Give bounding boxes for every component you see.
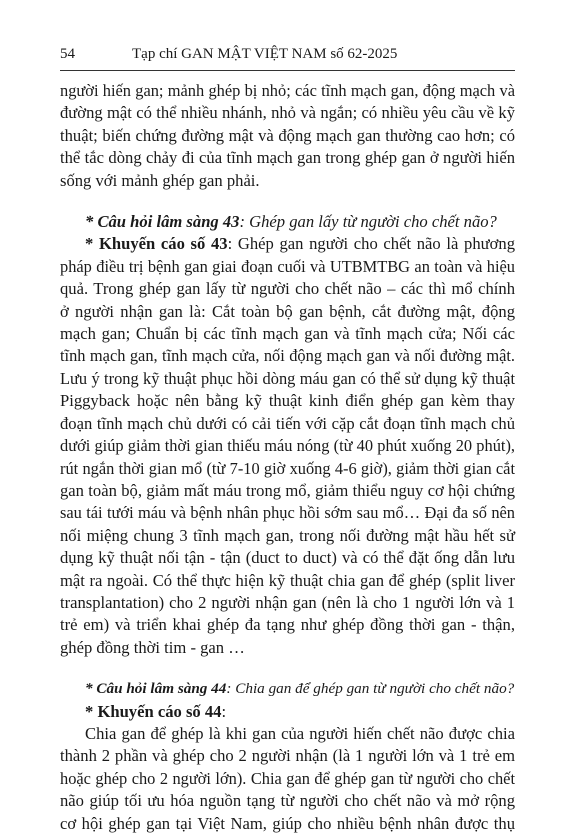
text-line: thể tắc dòng chảy đi của tĩnh mạch gan trong ghép gan ở người hiến: [60, 148, 515, 168]
text-line: sống với mảnh ghép gan phải.: [60, 170, 260, 190]
question-text: : Chia gan để ghép gan từ người cho chết não?: [226, 680, 515, 698]
journal-title: Tạp chí GAN MẬT VIỆT NAM số 62-2025: [132, 46, 398, 62]
recommendation-label: * Khuyến cáo số 43: [85, 234, 228, 254]
text-line: nối miệng chung 3 tĩnh mạch gan, trong nối đường mật hầu hết sử: [60, 525, 515, 545]
text-line: Piggyback hoặc nên bằng kỹ thuật kinh điển ghép gan kèm thay: [60, 391, 515, 411]
text-line: hoặc ghép cho 2 người lớn). Chia gan để ghép gan từ người cho chết: [60, 768, 515, 788]
text-line: não giúp tối ưu hóa nguồn tạng từ người cho chết não và mở rộng: [60, 791, 515, 811]
text-line: sau tái tưới máu và bệnh nhân phục hồi sớm sau mổ… Đại đa số nên: [60, 503, 515, 523]
text-line: dụng kỹ thuật nối tận - tận (duct to duct) và có thể đặt ống dẫn lưu: [60, 548, 515, 568]
text-line: pháp điều trị bệnh gan giai đoạn cuối và UTBMTBG an toàn và hiệu: [60, 256, 515, 276]
recommendation-colon: :: [221, 701, 227, 721]
recommendation-label: * Khuyến cáo số 44: [85, 701, 222, 721]
question-label: * Câu hỏi lâm sàng 44: [85, 680, 227, 698]
page-number: 54: [60, 46, 75, 62]
running-header: [60, 44, 515, 64]
text-line: transplantation) cho 2 người nhận gan (nên là cho 1 người lớn và 1: [60, 592, 515, 612]
section-gap: [60, 659, 515, 678]
recommendation-first-line: : Ghép gan người cho chết não là phương: [227, 234, 515, 254]
text-line: ghép đồng thời tim - gan …: [60, 637, 245, 657]
recommendation-43: [60, 233, 515, 659]
text-line: cơ hội ghép gan tại Việt Nam, giúp cho nhiều bệnh nhân được thụ: [60, 813, 515, 833]
text-line: Chia gan để ghép là khi gan của người hiến chết não được chia: [85, 723, 515, 743]
text-line: Lưu ý trong kỹ thuật phục hồi dòng máu gan có thể sử dụng kỹ thuật: [60, 368, 515, 388]
text-line: rút ngắn thời gian mổ (từ 7-10 giờ xuống 4-6 giờ), giảm thời gian cắt: [60, 458, 515, 478]
text-line: thuật; biến chứng đường mật và động mạch gan thường cao hơn; có: [60, 125, 515, 145]
header-rule: [60, 70, 515, 71]
question-label: * Câu hỏi lâm sàng 43: [85, 212, 240, 232]
question-text: : Ghép gan lấy từ người cho chết não?: [239, 212, 497, 232]
recommendation-44: [60, 723, 515, 835]
section-gap: [60, 192, 515, 211]
text-line: mật ra ngoài. Có thể thực hiện kỹ thuật chia gan để ghép (split liver: [60, 570, 515, 590]
clinical-question-44: [60, 678, 515, 700]
text-line: mạch gan; Chuẩn bị các tĩnh mạch gan và tĩnh mạch cửa; Nối các: [60, 324, 515, 344]
text-line: gan toàn bộ, giảm mất máu trong mổ, giảm thiểu nguy cơ hội chứng: [60, 480, 515, 500]
text-line: dưới giúp giảm thời gian thiếu máu nóng (từ 40 phút xuống 20 phút),: [60, 436, 515, 456]
text-line: quả. Trong ghép gan lấy từ người cho chết não – các thì mổ chính: [60, 279, 515, 299]
recommendation-44-heading: [60, 701, 515, 723]
text-line: thành 2 phần và ghép cho 2 người nhận (là 1 người lớn và 1 trẻ em: [60, 746, 515, 766]
text-line: người hiến gan; mảnh ghép bị nhỏ; các tĩnh mạch gan, động mạch và: [60, 81, 515, 100]
text-line: trẻ em) và triển khai ghép đa tạng như ghép đồng thời gan - thận,: [60, 615, 515, 635]
text-line: đoạn tĩnh mạch chủ dưới có cải tiến với cặp cắt đoạn tĩnh mạch chủ: [60, 413, 515, 433]
text-line: ở người nhận gan là: Cắt toàn bộ gan bệnh, cắt đường mật, động: [60, 301, 515, 321]
clinical-question-43: [60, 211, 515, 233]
text-line: [60, 233, 515, 255]
article-body: [60, 80, 515, 835]
text-line: đường mật có thể nhiều nhánh, nhỏ và ngắn; có nhiều yêu cầu về kỹ: [60, 103, 515, 123]
text-line: tĩnh mạch gan, tĩnh mạch cửa, nối động mạch gan và nối đường mật.: [60, 346, 515, 366]
intro-paragraph: [60, 80, 515, 192]
